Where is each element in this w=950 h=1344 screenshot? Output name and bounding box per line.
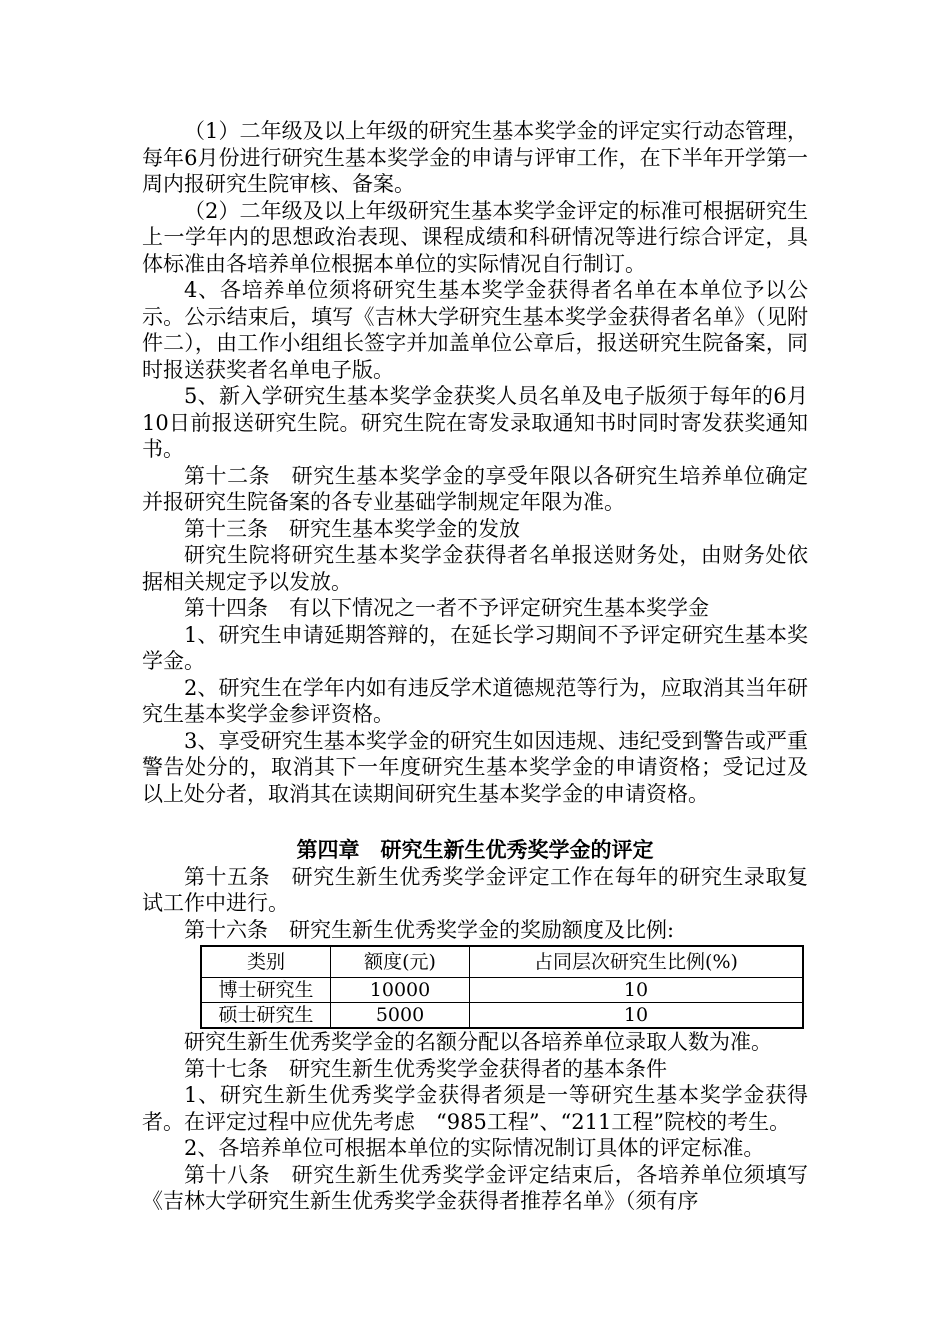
article-13: 第十三条 研究生基本奖学金的发放 xyxy=(184,516,520,541)
table-header-cell: 占同层次研究生比例(%) xyxy=(470,946,804,978)
table-cell: 10000 xyxy=(331,978,470,1003)
article-15: 第十五条 研究生新生优秀奖学金评定工作在每年的研究生录取复试工作中进行。 xyxy=(142,864,808,915)
paragraph: 研究生新生优秀奖学金的名额分配以各培养单位录取人数为准。 xyxy=(184,1030,772,1054)
paragraph: 3、享受研究生基本奖学金的研究生如因违规、违纪受到警告或严重警告处分的，取消其下一年度研究生基本奖学金的申请资格；受记过及以上处分者，取消其在读期间研究生基本奖学金的申请资格。 xyxy=(142,728,808,806)
table-header-cell: 额度(元) xyxy=(331,946,470,978)
table-cell: 10 xyxy=(470,978,804,1003)
document-page xyxy=(142,118,808,1215)
chapter-heading: 第四章 研究生新生优秀奖学金的评定 xyxy=(296,837,654,862)
paragraph: 研究生院将研究生基本奖学金获得者名单报送财务处，由财务处依据相关规定予以发放。 xyxy=(142,543,808,594)
paragraph: 2、各培养单位可根据本单位的实际情况制订具体的评定标准。 xyxy=(184,1136,765,1160)
award-table xyxy=(200,945,804,1029)
paragraph: 1、研究生申请延期答辩的，在延长学习期间不予评定研究生基本奖学金。 xyxy=(142,622,808,673)
table-cell: 10 xyxy=(470,1003,804,1029)
paragraph: 4、各培养单位须将研究生基本奖学金获得者名单在本单位予以公示。公示结束后，填写《吉林大学研究生基本奖学金获得者名单》（见附件二），由工作小组组长签字并加盖单位公章后，报送研究生院备案，同时报送获奖者名单电子版。 xyxy=(142,278,808,382)
article-12: 第十二条 研究生基本奖学金的享受年限以各研究生培养单位确定并报研究生院备案的各专业基础学制规定年限为准。 xyxy=(142,463,808,514)
table-cell: 博士研究生 xyxy=(201,978,331,1003)
table-header-cell: 类别 xyxy=(201,946,331,978)
paragraph: （1）二年级及以上年级的研究生基本奖学金的评定实行动态管理，每年6月份进行研究生基本奖学金的申请与评审工作，在下半年开学第一周内报研究生院审核、备案。 xyxy=(142,119,808,196)
paragraph: 2、研究生在学年内如有违反学术道德规范等行为，应取消其当年研究生基本奖学金参评资格。 xyxy=(142,675,808,726)
article-16: 第十六条 研究生新生优秀奖学金的奖励额度及比例: xyxy=(184,917,675,942)
paragraph: 5、新入学研究生基本奖学金获奖人员名单及电子版须于每年的6月10日前报送研究生院。研究生院在寄发录取通知书时同时寄发获奖通知书。 xyxy=(142,384,808,461)
article-14: 第十四条 有以下情况之一者不予评定研究生基本奖学金 xyxy=(184,596,709,620)
article-17: 第十七条 研究生新生优秀奖学金获得者的基本条件 xyxy=(184,1056,667,1081)
paragraph: （2）二年级及以上年级研究生基本奖学金评定的标准可根据研究生上一学年内的思想政治表现、课程成绩和科研情况等进行综合评定，具体标准由各培养单位根据本单位的实际情况自行制订。 xyxy=(142,198,808,276)
table-cell: 5000 xyxy=(331,1003,470,1029)
table-cell: 硕士研究生 xyxy=(201,1003,331,1029)
paragraph: 1、研究生新生优秀奖学金获得者须是一等研究生基本奖学金获得者。在评定过程中应优先考虑 “985工程”、“211工程”院校的考生。 xyxy=(142,1083,808,1134)
table-header-row xyxy=(201,946,803,978)
article-18: 第十八条 研究生新生优秀奖学金评定结束后，各培养单位须填写《吉林大学研究生新生优秀奖学金获得者推荐名单》（须有序 xyxy=(142,1162,808,1213)
table-row xyxy=(201,1003,803,1029)
table-row xyxy=(201,978,803,1003)
